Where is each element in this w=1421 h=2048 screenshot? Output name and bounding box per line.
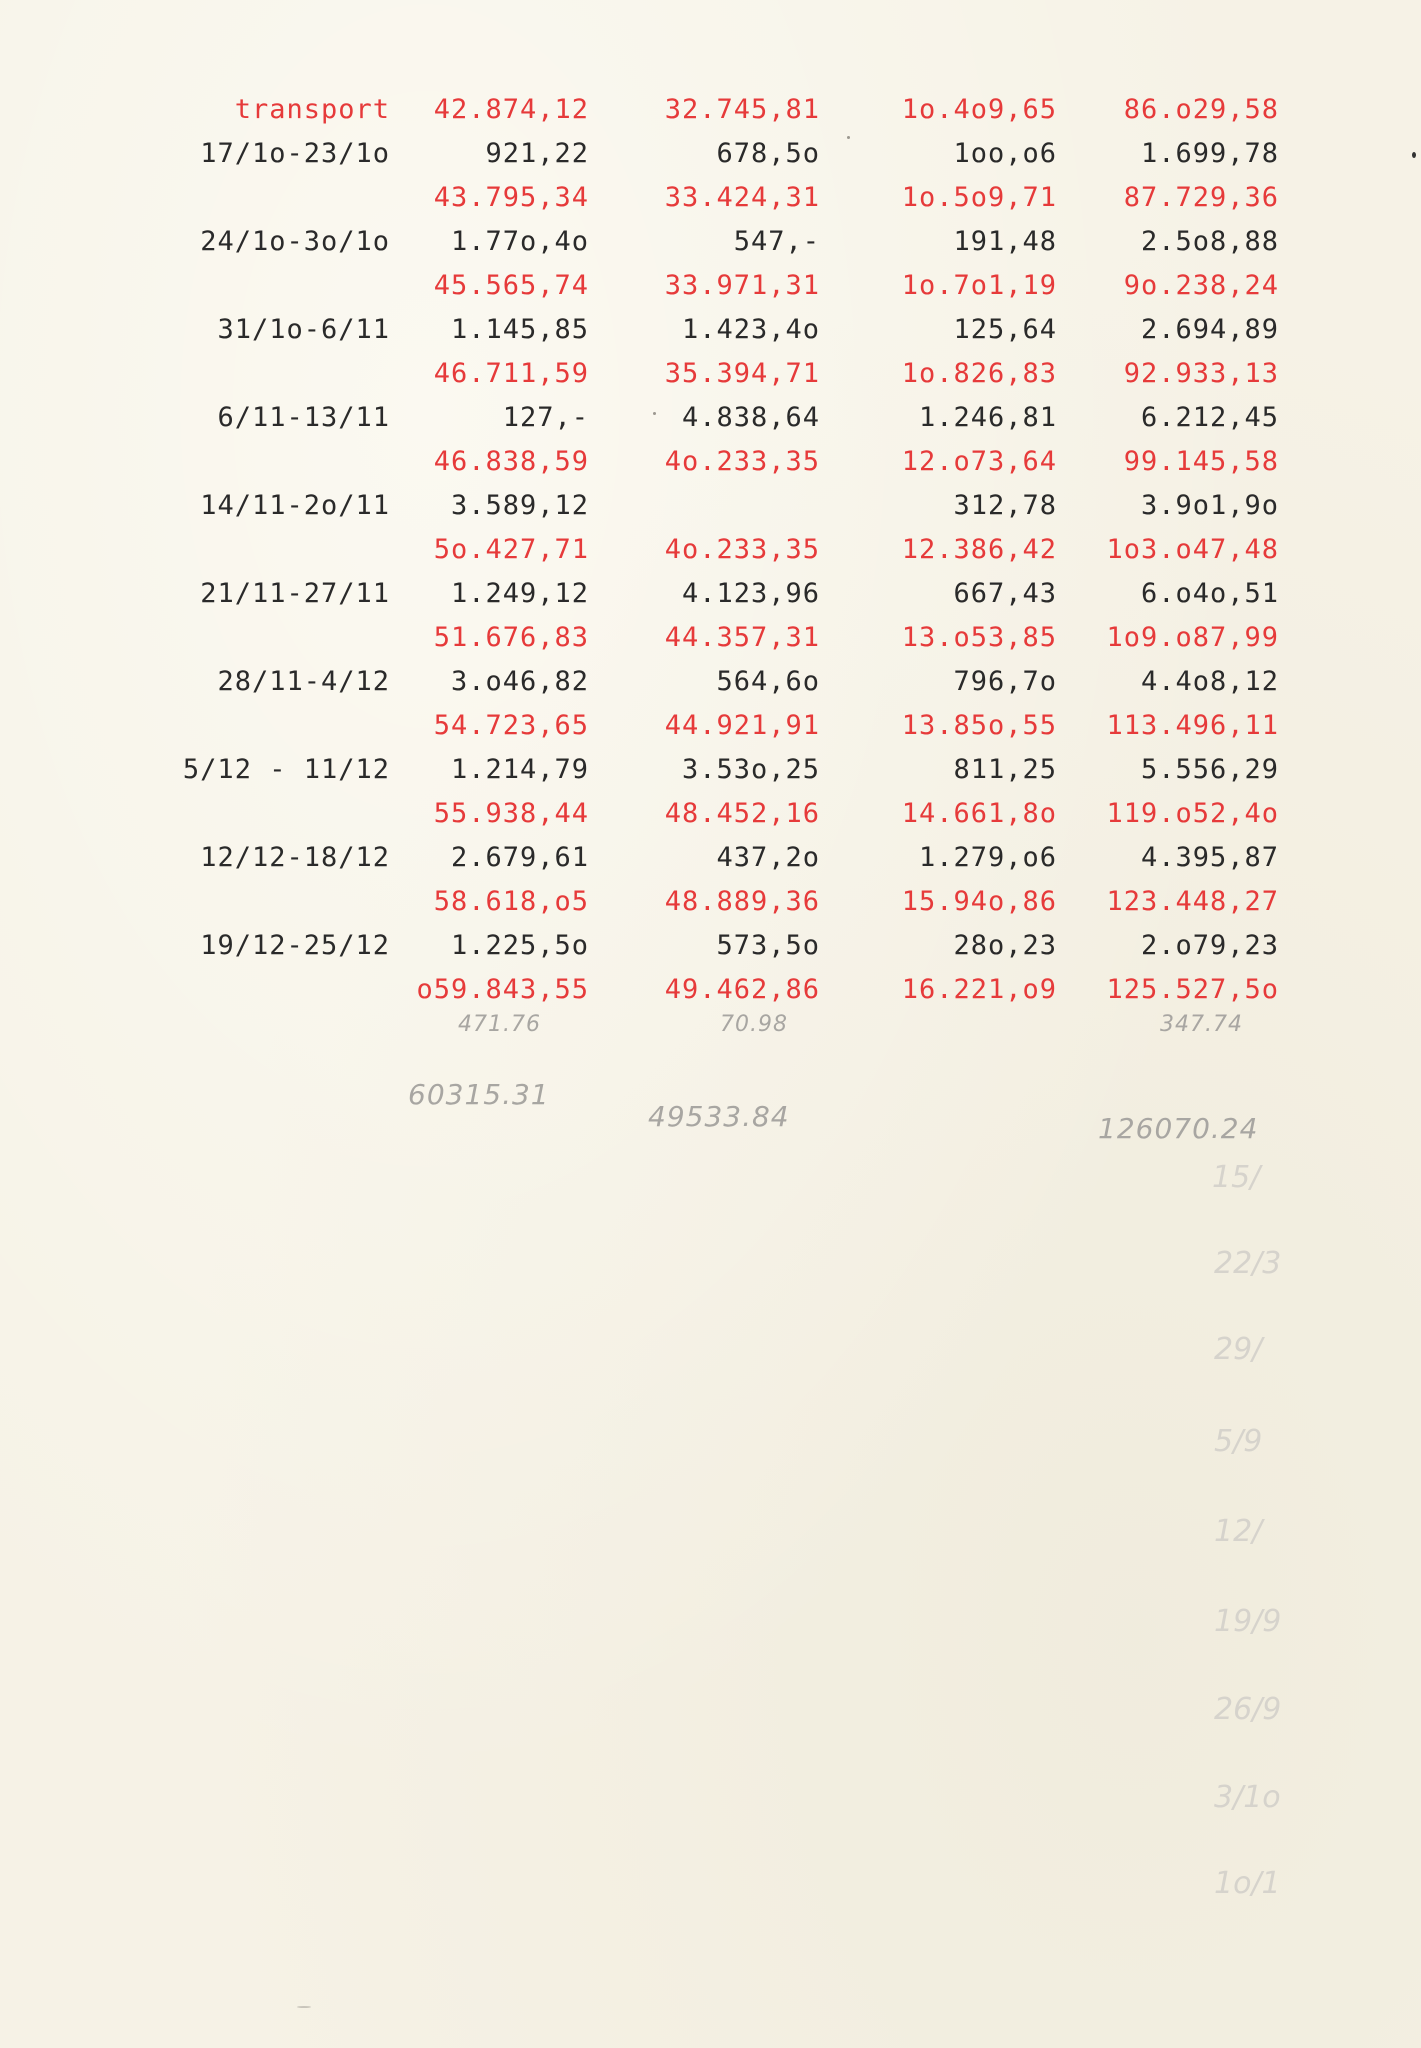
faded-mark: 12/ — [1214, 1514, 1263, 1549]
amount-cell: 4o.233,35 — [664, 446, 820, 477]
amount-cell: 99.145,58 — [1123, 446, 1279, 477]
amount-cell: 678,5o — [716, 138, 820, 169]
ledger-row — [0, 968, 1421, 1012]
amount-cell: 92.933,13 — [1123, 358, 1279, 389]
ledger-row — [0, 132, 1421, 176]
amount-cell: 54.723,65 — [433, 710, 589, 741]
amount-cell: 43.795,34 — [433, 182, 589, 213]
amount-cell: 4.123,96 — [681, 578, 820, 609]
amount-cell: 86.o29,58 — [1123, 94, 1279, 125]
ledger-row — [0, 440, 1421, 484]
amount-cell: 6.o4o,51 — [1140, 578, 1279, 609]
amount-cell: 13.85o,55 — [901, 710, 1057, 741]
row-label: 12/12-18/12 — [200, 842, 390, 873]
row-label: 5/12 - 11/12 — [182, 754, 390, 785]
amount-cell: 4.395,87 — [1140, 842, 1279, 873]
amount-cell: 48.452,16 — [664, 798, 820, 829]
amount-cell: 4.838,64 — [681, 402, 820, 433]
faded-mark: 1o/1 — [1214, 1866, 1281, 1901]
amount-cell: 1.279,o6 — [918, 842, 1057, 873]
amount-cell: 312,78 — [953, 490, 1057, 521]
ledger-row — [0, 484, 1421, 528]
faded-mark: 26/9 — [1214, 1692, 1282, 1727]
amount-cell: 5.556,29 — [1140, 754, 1279, 785]
amount-cell: 125,64 — [953, 314, 1057, 345]
amount-cell: 811,25 — [953, 754, 1057, 785]
amount-cell: 1o3.o47,48 — [1106, 534, 1279, 565]
amount-cell: 1o.7o1,19 — [901, 270, 1057, 301]
pencil-total: 49533.84 — [648, 1100, 790, 1133]
amount-cell: 3.53o,25 — [681, 754, 820, 785]
amount-cell: 127,- — [502, 402, 589, 433]
amount-cell: 44.357,31 — [664, 622, 820, 653]
ledger-row — [0, 88, 1421, 132]
amount-cell: 1o9.o87,99 — [1106, 622, 1279, 653]
amount-cell: 2.5o8,88 — [1140, 226, 1279, 257]
row-label: 24/1o-3o/1o — [200, 226, 390, 257]
ledger-row — [0, 792, 1421, 836]
amount-cell: 9o.238,24 — [1123, 270, 1279, 301]
row-label: 6/11-13/11 — [217, 402, 390, 433]
amount-cell: 4o.233,35 — [664, 534, 820, 565]
faded-mark: 19/9 — [1214, 1604, 1282, 1639]
ledger-row — [0, 704, 1421, 748]
amount-cell: 191,48 — [953, 226, 1057, 257]
amount-cell: 1o.5o9,71 — [901, 182, 1057, 213]
amount-cell: 14.661,8o — [901, 798, 1057, 829]
row-label: 21/11-27/11 — [200, 578, 390, 609]
amount-cell: 32.745,81 — [664, 94, 820, 125]
amount-cell: 547,- — [733, 226, 820, 257]
ledger-row — [0, 924, 1421, 968]
amount-cell: 1.225,5o — [450, 930, 589, 961]
faded-mark: 22/3 — [1214, 1246, 1282, 1281]
amount-cell: 1.423,4o — [681, 314, 820, 345]
amount-cell: 437,2o — [716, 842, 820, 873]
amount-cell: 51.676,83 — [433, 622, 589, 653]
amount-cell: 48.889,36 — [664, 886, 820, 917]
amount-cell: 2.o79,23 — [1140, 930, 1279, 961]
amount-cell: 28o,23 — [953, 930, 1057, 961]
pencil-note: 347.74 — [1160, 1012, 1243, 1037]
amount-cell: 1o.826,83 — [901, 358, 1057, 389]
row-label: 14/11-2o/11 — [200, 490, 390, 521]
ink-speck — [653, 412, 656, 415]
amount-cell: 119.o52,4o — [1106, 798, 1279, 829]
ledger-row — [0, 352, 1421, 396]
amount-cell: 564,6o — [716, 666, 820, 697]
pencil-total: 126070.24 — [1098, 1112, 1259, 1145]
amount-cell: 15.94o,86 — [901, 886, 1057, 917]
ledger-row — [0, 176, 1421, 220]
ledger-row — [0, 880, 1421, 924]
faded-mark: 3/1o — [1214, 1780, 1281, 1815]
faded-mark: 29/ — [1214, 1332, 1263, 1367]
ledger-table — [0, 88, 1421, 1012]
amount-cell: 87.729,36 — [1123, 182, 1279, 213]
paper-mark — [297, 2006, 311, 2008]
pencil-note: 471.76 — [458, 1012, 541, 1037]
amount-cell: 33.424,31 — [664, 182, 820, 213]
amount-cell: 35.394,71 — [664, 358, 820, 389]
row-label: 31/1o-6/11 — [217, 314, 390, 345]
amount-cell: 1.214,79 — [450, 754, 589, 785]
ledger-row — [0, 396, 1421, 440]
amount-cell: 3.589,12 — [450, 490, 589, 521]
amount-cell: 13.o53,85 — [901, 622, 1057, 653]
amount-cell: 42.874,12 — [433, 94, 589, 125]
ledger-row — [0, 528, 1421, 572]
amount-cell: 123.448,27 — [1106, 886, 1279, 917]
amount-cell: 1o.4o9,65 — [901, 94, 1057, 125]
amount-cell: o59.843,55 — [416, 974, 589, 1005]
amount-cell: 12.o73,64 — [901, 446, 1057, 477]
amount-cell: 921,22 — [485, 138, 589, 169]
amount-cell: 1.699,78 — [1140, 138, 1279, 169]
amount-cell: 667,43 — [953, 578, 1057, 609]
amount-cell: 2.694,89 — [1140, 314, 1279, 345]
amount-cell: 58.618,o5 — [433, 886, 589, 917]
row-label: 19/12-25/12 — [200, 930, 390, 961]
ledger-row — [0, 308, 1421, 352]
amount-cell: 6.212,45 — [1140, 402, 1279, 433]
ledger-row — [0, 660, 1421, 704]
row-label: transport — [234, 94, 390, 125]
amount-cell: 2.679,61 — [450, 842, 589, 873]
amount-cell: 573,5o — [716, 930, 820, 961]
ledger-row — [0, 220, 1421, 264]
ledger-row — [0, 264, 1421, 308]
amount-cell: 125.527,5o — [1106, 974, 1279, 1005]
faded-mark: 5/9 — [1214, 1424, 1263, 1459]
amount-cell: 16.221,o9 — [901, 974, 1057, 1005]
ink-speck — [847, 136, 850, 139]
amount-cell: 1.145,85 — [450, 314, 589, 345]
amount-cell: 45.565,74 — [433, 270, 589, 301]
amount-cell: 12.386,42 — [901, 534, 1057, 565]
amount-cell: 3.9o1,9o — [1140, 490, 1279, 521]
amount-cell: 33.971,31 — [664, 270, 820, 301]
pencil-total: 60315.31 — [408, 1078, 550, 1111]
amount-cell: 113.496,11 — [1106, 710, 1279, 741]
amount-cell: 46.838,59 — [433, 446, 589, 477]
amount-cell: 46.711,59 — [433, 358, 589, 389]
ink-speck — [1412, 152, 1416, 158]
amount-cell: 49.462,86 — [664, 974, 820, 1005]
amount-cell: 5o.427,71 — [433, 534, 589, 565]
amount-cell: 44.921,91 — [664, 710, 820, 741]
faded-mark: 15/ — [1212, 1160, 1261, 1195]
amount-cell: 1oo,o6 — [953, 138, 1057, 169]
amount-cell: 1.77o,4o — [450, 226, 589, 257]
amount-cell: 1.249,12 — [450, 578, 589, 609]
pencil-note: 70.98 — [720, 1012, 788, 1037]
amount-cell: 55.938,44 — [433, 798, 589, 829]
ledger-row — [0, 748, 1421, 792]
row-label: 17/1o-23/1o — [200, 138, 390, 169]
ledger-row — [0, 616, 1421, 660]
amount-cell: 3.o46,82 — [450, 666, 589, 697]
amount-cell: 1.246,81 — [918, 402, 1057, 433]
amount-cell: 4.4o8,12 — [1140, 666, 1279, 697]
ledger-row — [0, 836, 1421, 880]
ledger-row — [0, 572, 1421, 616]
row-label: 28/11-4/12 — [217, 666, 390, 697]
amount-cell: 796,7o — [953, 666, 1057, 697]
